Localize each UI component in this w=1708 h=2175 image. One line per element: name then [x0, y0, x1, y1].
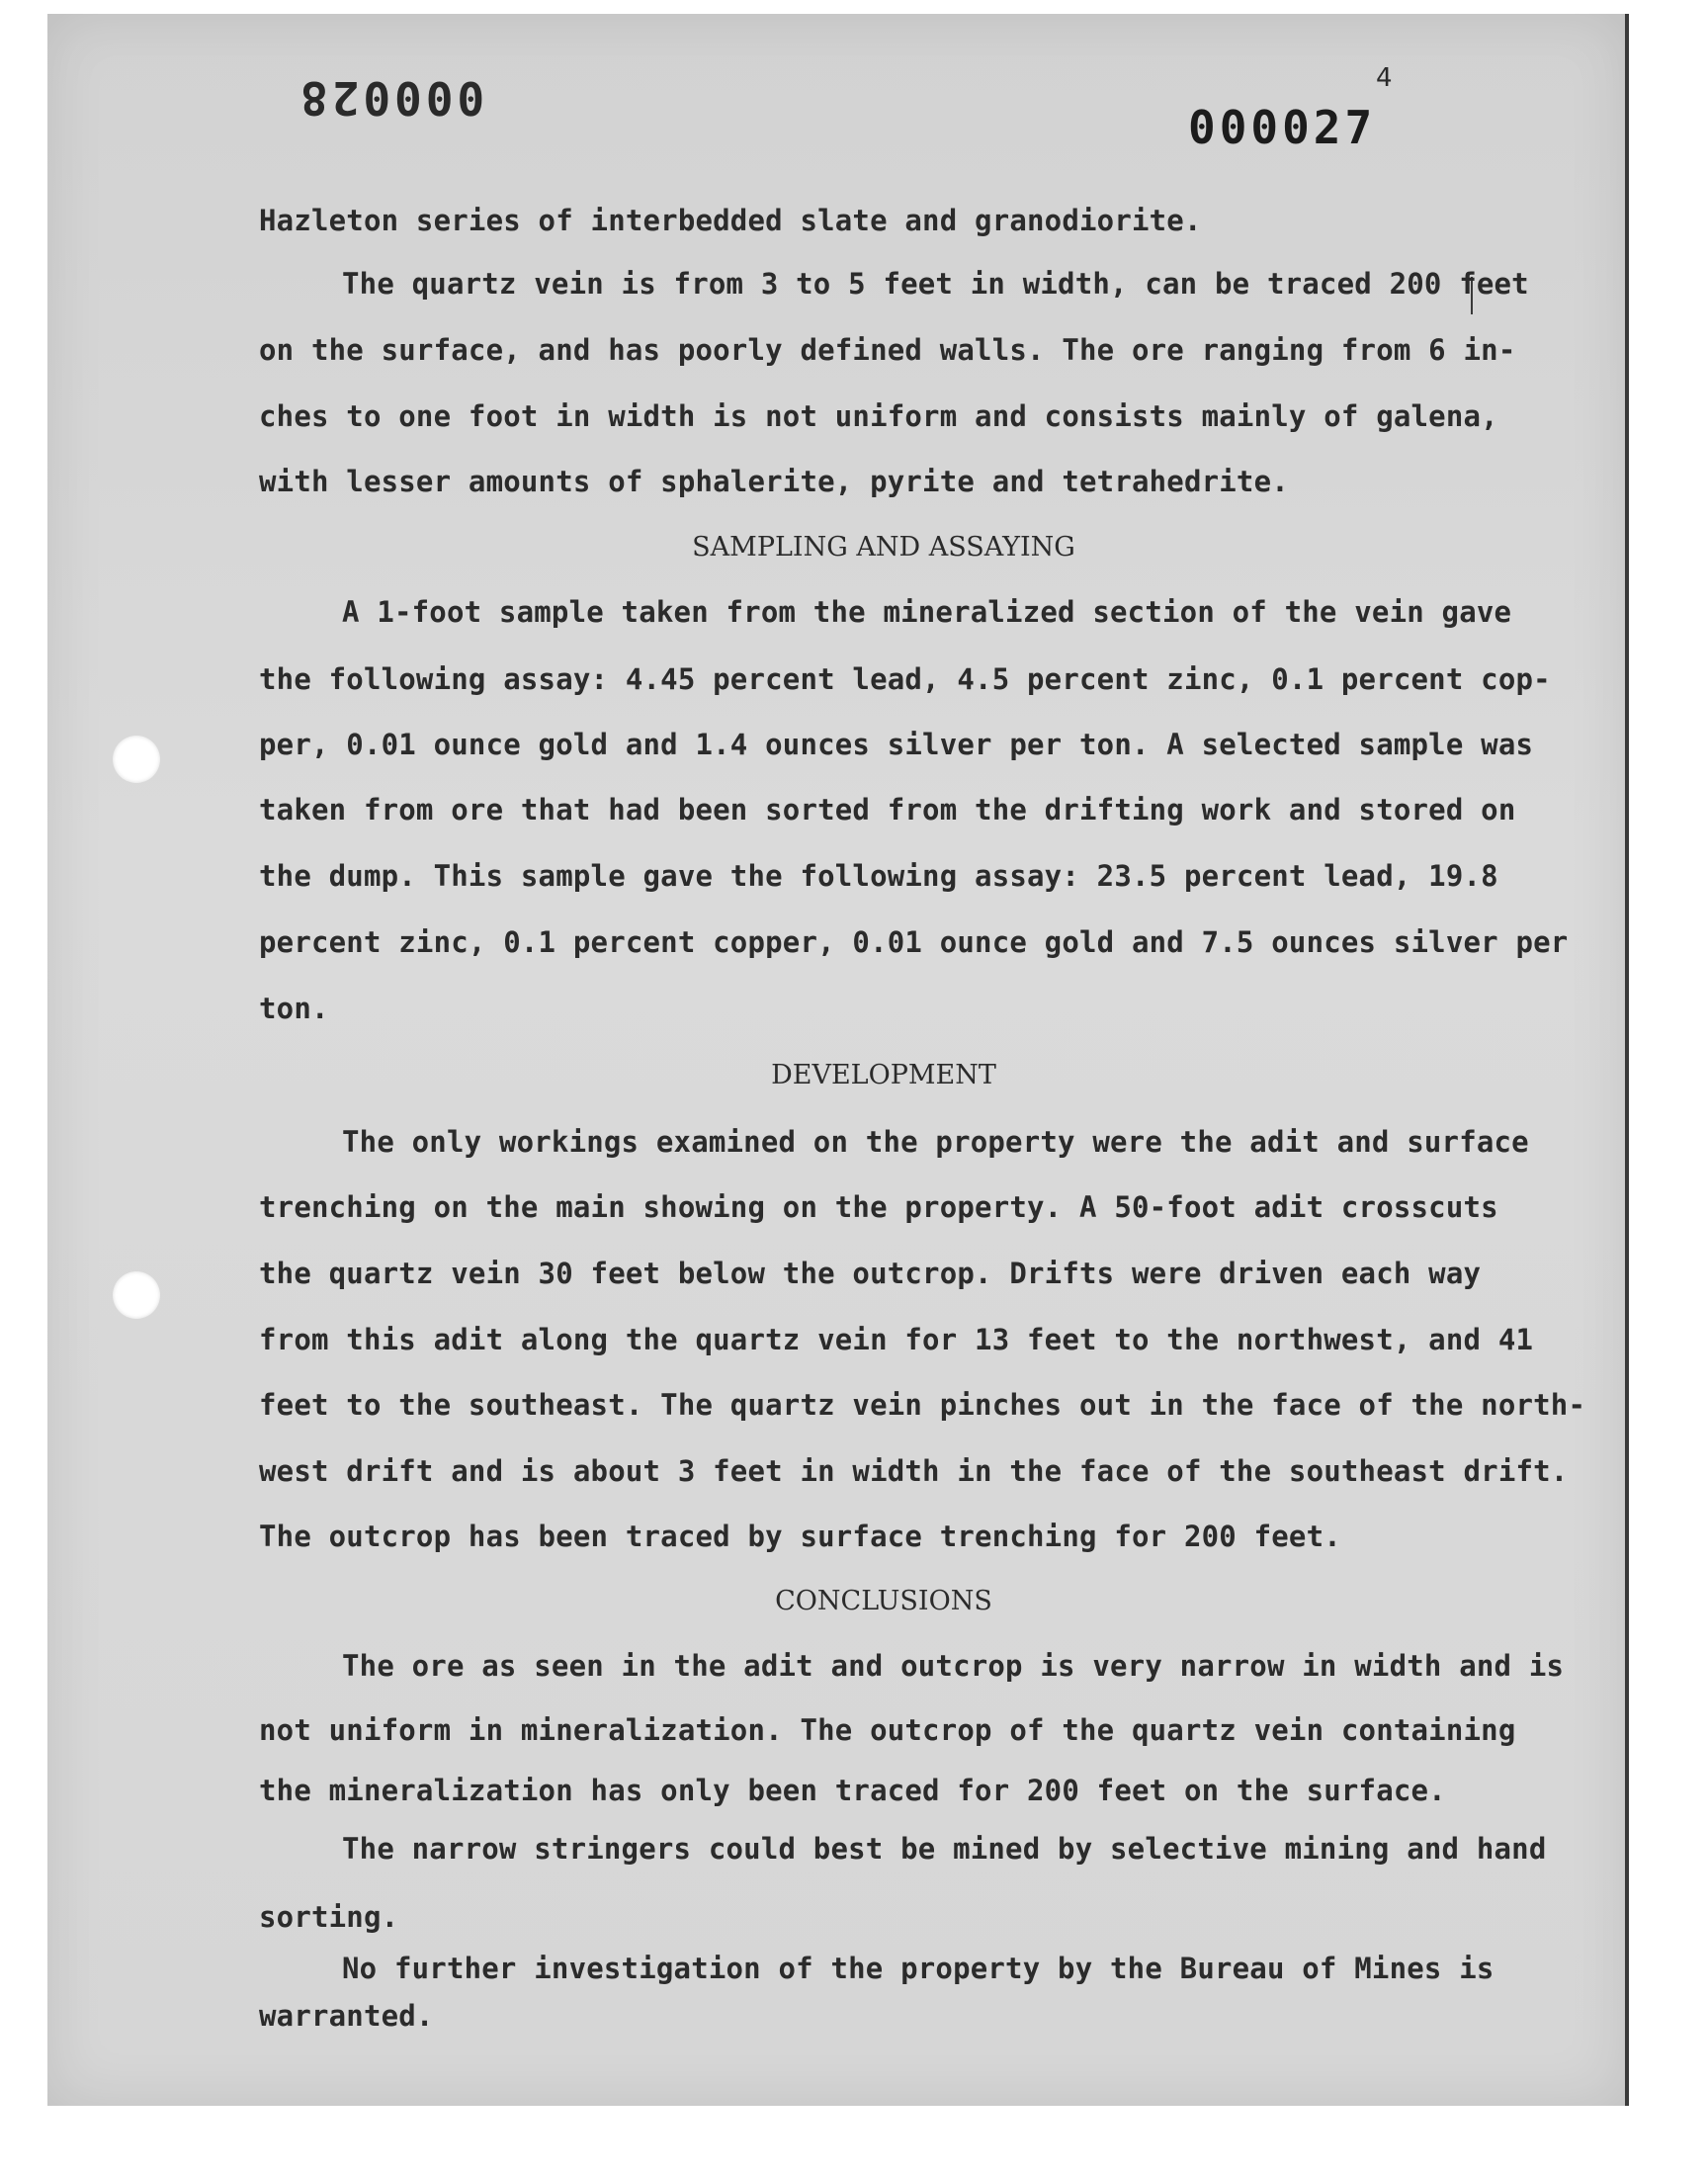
- development-line-1: The only workings examined on the property were the adit and surface: [342, 1125, 1529, 1159]
- punch-hole-top: [113, 736, 160, 783]
- conclusions-p2-line-1: The narrow stringers could best be mined by selective mining and hand: [342, 1832, 1547, 1866]
- sampling-line-5: the dump. This sample gave the following assay: 23.5 percent lead, 19.8: [259, 859, 1498, 893]
- sampling-line-6: percent zinc, 0.1 percent copper, 0.01 ounce gold and 7.5 ounces silver per: [259, 925, 1569, 959]
- document-stamp-left: 000028: [297, 71, 485, 125]
- sampling-line-3: per, 0.01 ounce gold and 1.4 ounces silver per ton. A selected sample was: [259, 728, 1534, 761]
- development-line-5: feet to the southeast. The quartz vein pinches out in the face of the north-: [259, 1388, 1586, 1422]
- punch-hole-bottom: [113, 1271, 160, 1319]
- heading-conclusions: CONCLUSIONS: [775, 1586, 992, 1616]
- conclusions-p3-line-1: No further investigation of the property by the Bureau of Mines is: [342, 1952, 1494, 1985]
- conclusions-p3-line-2: warranted.: [259, 1999, 434, 2033]
- vein-line-1: The quartz vein is from 3 to 5 feet in width, can be traced 200 feet: [342, 267, 1529, 301]
- sampling-line-4: taken from ore that had been sorted from the drifting work and stored on: [259, 793, 1516, 826]
- conclusions-p1-line-1: The ore as seen in the adit and outcrop is very narrow in width and is: [342, 1649, 1565, 1683]
- sampling-line-2: the following assay: 4.45 percent lead, 4.5 percent zinc, 0.1 percent cop-: [259, 662, 1551, 696]
- vein-line-2: on the surface, and has poorly defined walls. The ore ranging from 6 in-: [259, 333, 1516, 367]
- development-line-3: the quartz vein 30 feet below the outcrop. Drifts were driven each way: [259, 1257, 1482, 1290]
- development-line-2: trenching on the main showing on the property. A 50-foot adit crosscuts: [259, 1190, 1498, 1224]
- development-line-7: The outcrop has been traced by surface trenching for 200 feet.: [259, 1520, 1341, 1553]
- sampling-line-7: ton.: [259, 992, 329, 1025]
- vein-line-4: with lesser amounts of sphalerite, pyrite and tetrahedrite.: [259, 465, 1289, 498]
- development-line-6: west drift and is about 3 feet in width in the face of the southeast drift.: [259, 1454, 1569, 1488]
- page-number: 4: [1376, 63, 1393, 93]
- sampling-line-1: A 1-foot sample taken from the mineralized section of the vein gave: [342, 595, 1512, 629]
- conclusions-p1-line-3: the mineralization has only been traced for 200 feet on the surface.: [259, 1774, 1446, 1807]
- heading-sampling: SAMPLING AND ASSAYING: [692, 532, 1075, 563]
- development-line-4: from this adit along the quartz vein for 13 feet to the northwest, and 41: [259, 1323, 1534, 1356]
- scan-edge: [1625, 14, 1629, 2106]
- vein-line-3: ches to one foot in width is not uniform and consists mainly of galena,: [259, 399, 1498, 433]
- document-stamp-right: 000027: [1188, 101, 1377, 154]
- conclusions-p2-line-2: sorting.: [259, 1900, 399, 1934]
- conclusions-p1-line-2: not uniform in mineralization. The outcrop of the quartz vein containing: [259, 1713, 1516, 1747]
- intro-line-1: Hazleton series of interbedded slate and granodiorite.: [259, 204, 1202, 237]
- heading-development: DEVELOPMENT: [771, 1060, 996, 1090]
